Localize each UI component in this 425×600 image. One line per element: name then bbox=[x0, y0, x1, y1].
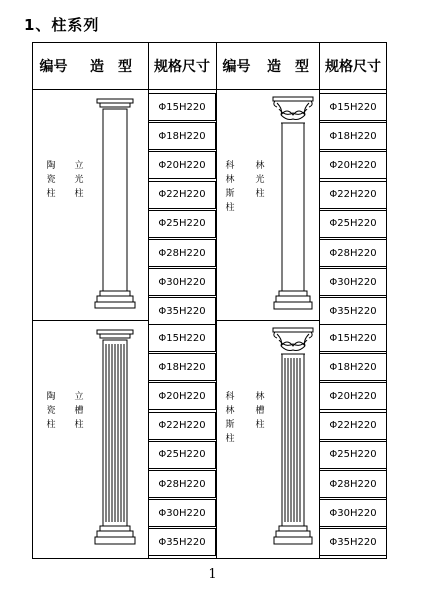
smooth-column-drawing bbox=[91, 97, 139, 315]
size-cell: Φ15H220 bbox=[148, 324, 216, 352]
size-cell: Φ18H220 bbox=[148, 353, 216, 381]
corinthian-fluted-column-drawing bbox=[269, 326, 317, 552]
size-cell: Φ18H220 bbox=[148, 122, 216, 150]
header-code-right: 编号 bbox=[222, 59, 251, 75]
size-cell: Φ18H220 bbox=[319, 122, 387, 150]
size-cell: Φ20H220 bbox=[319, 382, 387, 410]
header-code-left: 编号 bbox=[39, 59, 68, 75]
left-name-label: 立光柱 bbox=[74, 161, 84, 199]
header-shape-right: 造 型 bbox=[267, 59, 309, 75]
right-code-label: 科林斯柱 bbox=[225, 392, 235, 444]
size-cell: Φ22H220 bbox=[319, 181, 387, 209]
left-code-label: 陶瓷柱 bbox=[46, 392, 56, 430]
header-size-left: 规格尺寸 bbox=[154, 59, 210, 75]
size-cell: Φ25H220 bbox=[148, 210, 216, 238]
fluted-column-drawing bbox=[91, 328, 139, 550]
size-cell: Φ22H220 bbox=[319, 412, 387, 440]
size-cell: Φ28H220 bbox=[148, 239, 216, 267]
size-cell: Φ30H220 bbox=[319, 499, 387, 527]
column-catalog-table bbox=[32, 42, 387, 559]
size-cell: Φ15H220 bbox=[319, 93, 387, 121]
size-cell: Φ35H220 bbox=[148, 528, 216, 556]
size-cell: Φ35H220 bbox=[319, 297, 387, 325]
header-shape-left: 造 型 bbox=[90, 59, 132, 75]
size-cell: Φ30H220 bbox=[148, 499, 216, 527]
size-cell: Φ25H220 bbox=[148, 441, 216, 469]
table-header bbox=[33, 43, 386, 90]
right-name-label: 林槽柱 bbox=[255, 392, 265, 430]
size-cell: Φ20H220 bbox=[319, 151, 387, 179]
size-cell: Φ25H220 bbox=[319, 210, 387, 238]
page-number: 1 bbox=[208, 567, 217, 582]
size-cell: Φ30H220 bbox=[319, 268, 387, 296]
size-cell: Φ20H220 bbox=[148, 151, 216, 179]
size-cell: Φ30H220 bbox=[148, 268, 216, 296]
right-name-label: 林光柱 bbox=[255, 161, 265, 199]
right-code-label: 科林斯柱 bbox=[225, 161, 235, 213]
page-title: 1、柱系列 bbox=[24, 16, 100, 34]
size-cell: Φ22H220 bbox=[148, 412, 216, 440]
left-code-label: 陶瓷柱 bbox=[46, 161, 56, 199]
size-cell: Φ28H220 bbox=[148, 470, 216, 498]
corinthian-smooth-column-drawing bbox=[269, 95, 317, 317]
size-cell: Φ25H220 bbox=[319, 441, 387, 469]
size-cell: Φ35H220 bbox=[319, 528, 387, 556]
size-cell: Φ15H220 bbox=[148, 93, 216, 121]
left-name-label: 立槽柱 bbox=[74, 392, 84, 430]
size-cell: Φ22H220 bbox=[148, 181, 216, 209]
size-cell: Φ35H220 bbox=[148, 297, 216, 325]
size-cell: Φ20H220 bbox=[148, 382, 216, 410]
size-cell: Φ28H220 bbox=[319, 470, 387, 498]
size-cell: Φ28H220 bbox=[319, 239, 387, 267]
size-cell: Φ15H220 bbox=[319, 324, 387, 352]
size-cell: Φ18H220 bbox=[319, 353, 387, 381]
header-size-right: 规格尺寸 bbox=[325, 59, 381, 75]
